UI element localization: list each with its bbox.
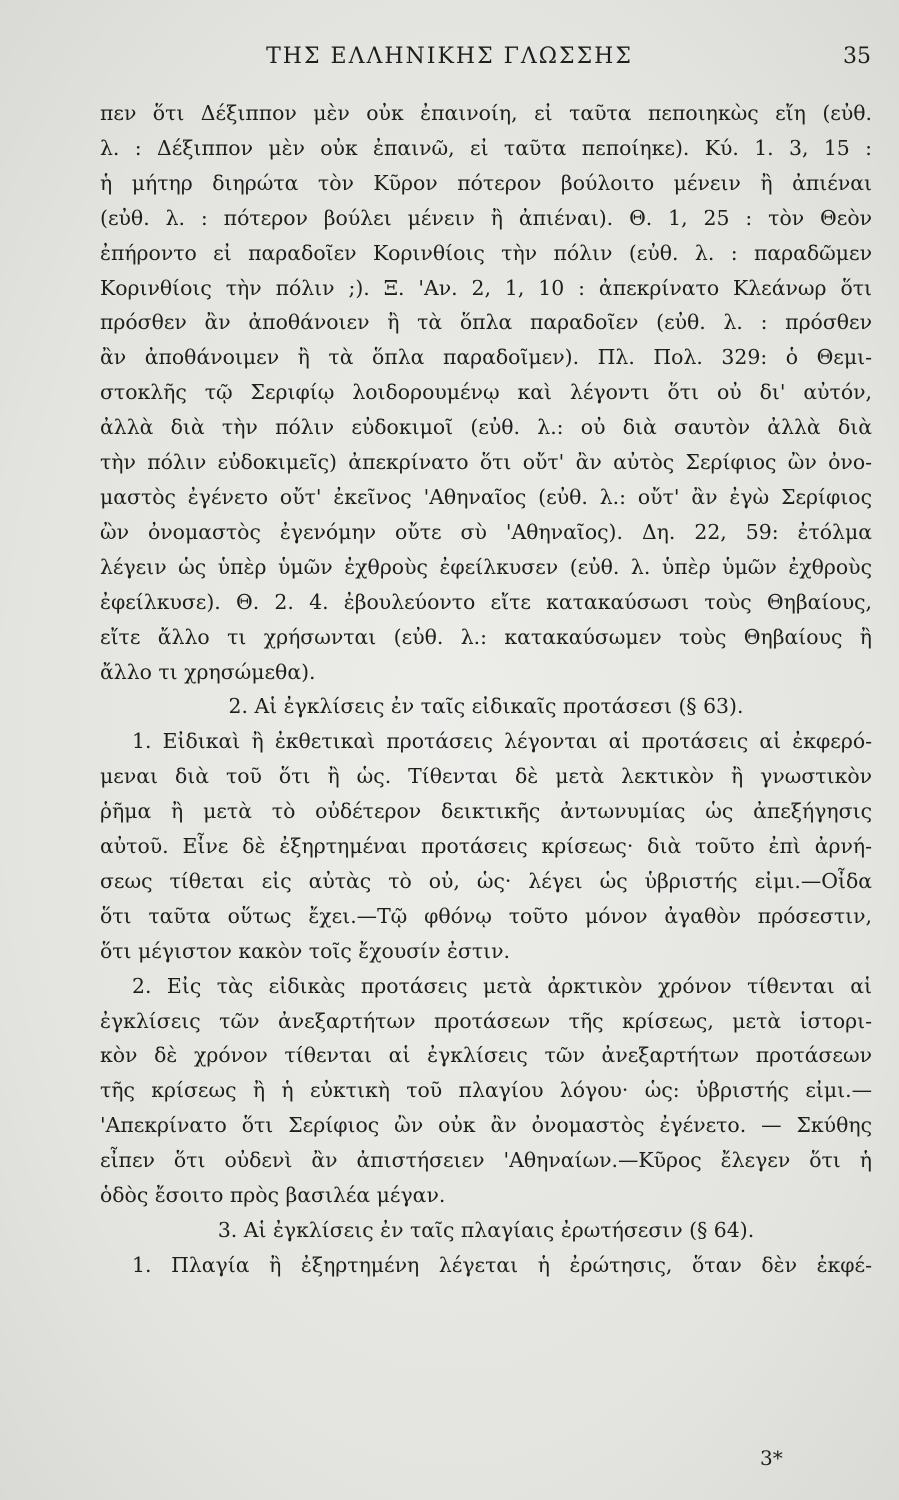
text-line: Κορινθίοις τὴν πόλιν ;). Ξ. 'Αν. 2, 1, 10 : ἀπεκρίνατο Κλεάνωρ ὅτι bbox=[100, 275, 872, 300]
text-line: ὅτι μέγιστον κακὸν τοῖς ἔχουσίν ἐστιν. bbox=[100, 938, 511, 963]
text-line: λέγειν ὡς ὑπὲρ ὑμῶν ἐχθροὺς ἐφείλκυσεν (εὐθ. λ. ὑπὲρ ὑμῶν ἐχθροὺς bbox=[100, 554, 872, 579]
text-line: κὸν δὲ χρόνον τίθενται αἱ ἐγκλίσεις τῶν ἀνεξαρτήτων προτάσεων bbox=[100, 1043, 872, 1068]
text-line: μεναι διὰ τοῦ ὅτι ἢ ὡς. Τίθενται δὲ μετὰ λεκτικὸν ἢ γνωστικὸν bbox=[100, 764, 872, 789]
text-line: (εὐθ. λ. : πότερον βούλει μένειν ἢ ἀπιέναι). Θ. 1, 25 : τὸν Θεὸν bbox=[100, 205, 872, 230]
text-line: πρόσθεν ἂν ἀποθάνοιεν ἢ τὰ ὅπλα παραδοῖεν (εὐθ. λ. : πρόσθεν bbox=[100, 310, 872, 335]
text-line: ὁδὸς ἔσοιτο πρὸς βασιλέα μέγαν. bbox=[100, 1183, 446, 1208]
text-line: ὅτι ταῦτα οὕτως ἔχει.—Τῷ φθόνῳ τοῦτο μόνον ἀγαθὸν πρόσεστιν, bbox=[100, 903, 872, 928]
text-line: αὐτοῦ. Εἶνε δὲ ἐξηρτημέναι προτάσεις κρίσεως· διὰ τοῦτο ἐπὶ ἀρνή- bbox=[100, 834, 872, 859]
text-line: τὴν πόλιν εὐδοκιμεῖς) ἀπεκρίνατο ὅτι οὔτ' ἂν αὐτὸς Σερίφιος ὢν ὀνο- bbox=[100, 450, 872, 475]
text-line: εἶπεν ὅτι οὐδενὶ ἂν ἀπιστήσειεν 'Αθηναίων.—Κῦρος ἔλεγεν ὅτι ἡ bbox=[100, 1148, 872, 1173]
running-head: ΤΗΣ ΕΛΛΗΝΙΚΗΣ ΓΛΩΣΣΗΣ bbox=[266, 44, 633, 69]
text-line: ἐγκλίσεις τῶν ἀνεξαρτήτων προτάσεων τῆς κρίσεως, μετὰ ἱστορι- bbox=[100, 1008, 872, 1033]
text-line: 1. Πλαγία ἢ ἐξηρτημένη λέγεται ἡ ἐρώτησις, ὅταν δὲν ἐκφέ- bbox=[132, 1252, 872, 1277]
text-line: στοκλῆς τῷ Σεριφίῳ λοιδορουμένῳ καὶ λέγοντι ὅτι οὐ δι' αὐτόν, bbox=[100, 380, 872, 405]
section-heading: 3. Αἱ ἐγκλίσεις ἐν ταῖς πλαγίαις ἐρωτήσεσιν (§ 64). bbox=[217, 1218, 755, 1242]
text-line: ὢν ὀνομαστὸς ἐγενόμην οὔτε σὺ 'Αθηναῖος). Δη. 22, 59: ἐτόλμα bbox=[100, 519, 872, 544]
text-line: ἂν ἀποθάνοιμεν ἢ τὰ ὅπλα παραδοῖμεν). Πλ. Πολ. 329: ὁ Θεμι- bbox=[100, 345, 872, 370]
text-line: ἡ μήτηρ διηρώτα τὸν Κῦρον πότερον βούλοιτο μένειν ἢ ἀπιέναι bbox=[100, 170, 872, 195]
text-line: ῥῆμα ἢ μετὰ τὸ οὐδέτερον δεικτικῆς ἀντωνυμίας ὡς ἀπεξήγησις bbox=[100, 799, 872, 824]
text-line: 'Απεκρίνατο ὅτι Σερίφιος ὢν οὐκ ἂν ὀνομαστὸς ἐγένετο. — Σκύθης bbox=[100, 1113, 872, 1138]
text-line: τῆς κρίσεως ἢ ἡ εὐκτικὴ τοῦ πλαγίου λόγου· ὡς: ὑβριστής εἰμι.— bbox=[100, 1078, 872, 1103]
text-line: εἴτε ἄλλο τι χρήσωνται (εὐθ. λ.: κατακαύσωμεν τοὺς Θηβαίους ἢ bbox=[100, 624, 872, 649]
page-number: 35 bbox=[843, 44, 871, 69]
text-line: μαστὸς ἐγένετο οὔτ' ἐκεῖνος 'Αθηναῖος (εὐθ. λ.: οὔτ' ἂν ἐγὼ Σερίφιος bbox=[100, 484, 872, 509]
signature-mark: 3* bbox=[760, 1446, 783, 1470]
text-line: ἄλλο τι χρησώμεθα). bbox=[100, 659, 316, 684]
page-header bbox=[0, 44, 899, 76]
text-line: πεν ὅτι Δέξιππον μὲν οὐκ ἐπαινοίη, εἰ ταῦτα πεποιηκὼς εἴη (εὐθ. bbox=[100, 101, 872, 125]
text-line: 2. Εἰς τὰς εἰδικὰς προτάσεις μετὰ ἀρκτικὸν χρόνον τίθενται αἱ bbox=[132, 973, 872, 998]
text-line: ἐφείλκυσε). Θ. 2. 4. ἐβουλεύοντο εἴτε κατακαύσωσι τοὺς Θηβαίους, bbox=[100, 589, 872, 614]
text-line: λ. : Δέξιππον μὲν οὐκ ἐπαινῶ, εἰ ταῦτα πεποίηκε). Κύ. 1. 3, 15 : bbox=[100, 135, 872, 160]
text-line: ἐπήροντο εἰ παραδοῖεν Κορινθίοις τὴν πόλιν (εὐθ. λ. : παραδῶμεν bbox=[100, 240, 872, 265]
text-line: 1. Εἰδικαὶ ἢ ἐκθετικαὶ προτάσεις λέγονται αἱ προτάσεις αἱ ἐκφερό- bbox=[132, 729, 872, 754]
body-text bbox=[100, 96, 872, 1283]
text-line: ἀλλὰ διὰ τὴν πόλιν εὐδοκιμοῖ (εὐθ. λ.: οὐ διὰ σαυτὸν ἀλλὰ διὰ bbox=[100, 415, 872, 440]
section-heading: 2. Αἱ ἐγκλίσεις ἐν ταῖς εἰδικαῖς προτάσεσι (§ 63). bbox=[228, 694, 744, 719]
text-line: σεως τίθεται εἰς αὐτὰς τὸ οὐ, ὡς· λέγει ὡς ὑβριστής εἰμι.—Οἶδα bbox=[100, 868, 872, 893]
